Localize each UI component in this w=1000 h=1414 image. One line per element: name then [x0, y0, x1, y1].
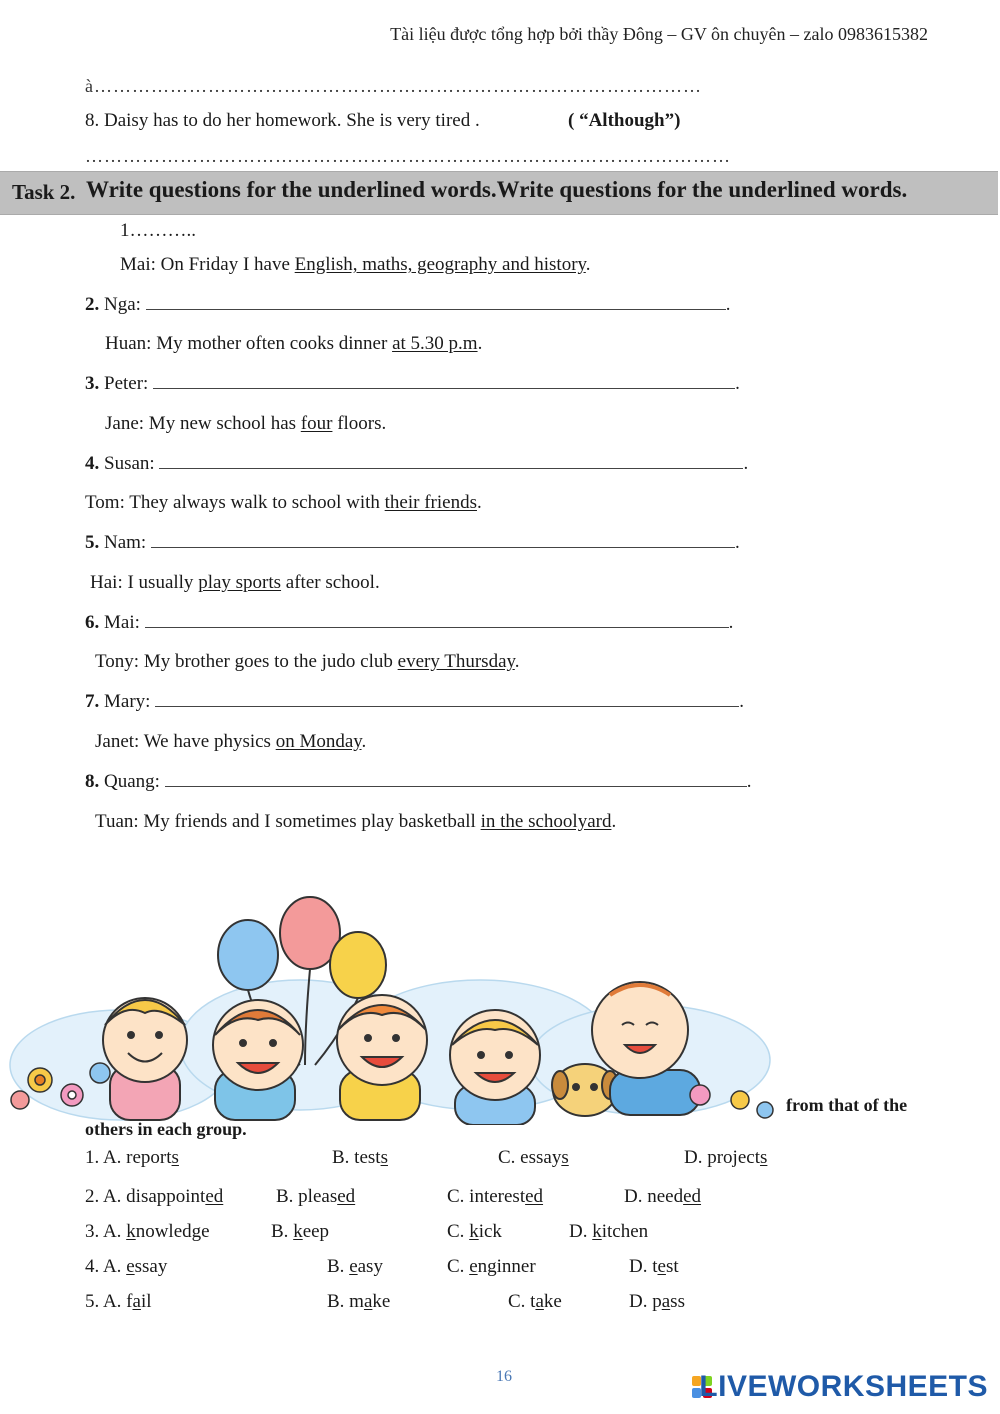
item-number: 4. — [85, 453, 100, 474]
option-3B[interactable]: B. keep — [271, 1221, 330, 1242]
speaker: Nga: — [104, 294, 141, 315]
underlined-words: in the schoolyard — [480, 811, 612, 832]
task-2-header — [0, 171, 998, 215]
answer-line-7[interactable]: à…………………………………………………………………………………… — [85, 76, 702, 96]
item-5-question: 5. Nam: . — [85, 532, 740, 553]
answer-text: My new school has — [148, 413, 301, 434]
answer-text: On Friday I have — [160, 254, 295, 275]
item-1-number[interactable]: 1……….. — [120, 220, 196, 241]
answer-speaker: Janet — [95, 731, 135, 752]
option-2B[interactable]: B. pleased — [276, 1186, 356, 1207]
item-number: 5. — [85, 532, 100, 553]
question-input-2[interactable] — [146, 294, 726, 310]
page-header: Tài liệu được tổng hợp bởi thầy Đông – GV ôn chuyên – zalo 0983615382 — [390, 24, 928, 44]
item-number: 7. — [85, 691, 100, 712]
option-5D[interactable]: D. pass — [629, 1291, 685, 1312]
speaker: Mary: — [104, 691, 151, 712]
option-2D[interactable]: D. needed — [624, 1186, 702, 1207]
question-input-6[interactable] — [145, 612, 729, 628]
option-2A[interactable]: 2. A. disappointed — [85, 1186, 224, 1207]
answer-text: They always walk to school with — [129, 492, 385, 513]
answer-speaker: Hai — [90, 572, 118, 593]
task-2-label: Task 2. — [12, 180, 76, 204]
liveworksheets-brand[interactable]: LIVEWORKSHEETS — [699, 1370, 988, 1403]
underlined-words: at 5.30 p.m — [392, 333, 478, 354]
answer-speaker: Tuan — [95, 811, 134, 832]
kid-girl — [103, 998, 187, 1120]
answer-end: . — [476, 492, 482, 513]
item-6-question: 6. Mai: . — [85, 612, 734, 633]
answer-text: We have physics — [143, 731, 276, 752]
option-4C[interactable]: C. enginner — [447, 1256, 536, 1277]
question-input-4[interactable] — [159, 453, 743, 469]
answer-speaker: Huan — [105, 333, 147, 354]
option-3C[interactable]: C. kick — [447, 1221, 502, 1242]
item-number: 6. — [85, 612, 100, 633]
answer-text: My mother often cooks dinner — [156, 333, 393, 354]
underlined-words: their friends — [384, 492, 477, 513]
kids-balloons-illustration — [0, 895, 790, 1125]
task-2-title: Write questions for the underlined words.Write questions for the underlined words. — [86, 177, 908, 202]
option-5A[interactable]: 5. A. fail — [85, 1291, 152, 1312]
kid-girl-2 — [337, 995, 427, 1120]
answer-speaker: Tony — [95, 651, 134, 672]
option-1C[interactable]: C. essays — [498, 1147, 569, 1168]
answer-end: . — [361, 731, 367, 752]
item-2-answer: Huan: My mother often cooks dinner at 5.30 p.m. — [105, 333, 483, 354]
question-input-8[interactable] — [165, 771, 747, 787]
item-4-answer: Tom: They always walk to school with their friends. — [85, 492, 482, 513]
speaker: Peter: — [104, 373, 149, 394]
option-2C[interactable]: C. interested — [447, 1186, 544, 1207]
dog — [552, 1064, 618, 1116]
item-3-answer: Jane: My new school has four floors. — [105, 413, 387, 434]
item-4-question: 4. Susan: . — [85, 453, 749, 474]
item-5-answer: Hai: I usually play sports after school. — [90, 572, 380, 593]
option-3A[interactable]: 3. A. knowledge — [85, 1221, 210, 1242]
option-3D[interactable]: D. kitchen — [569, 1221, 649, 1242]
answer-end: . — [514, 651, 520, 672]
option-1D[interactable]: D. projects — [684, 1147, 768, 1168]
question-input-3[interactable] — [153, 373, 735, 389]
option-4A[interactable]: 4. A. essay — [85, 1256, 168, 1277]
answer-speaker: Jane — [105, 413, 139, 434]
test-instruction-cont: others in each group. — [85, 1119, 247, 1139]
item-2-question: 2. Nga: . — [85, 294, 731, 315]
speaker: Susan: — [104, 453, 155, 474]
option-5C[interactable]: C. take — [508, 1291, 562, 1312]
answer-speaker: Mai — [120, 254, 151, 275]
answer-text: My friends and I sometimes play basketball — [143, 811, 481, 832]
speaker: Nam: — [104, 532, 147, 553]
underlined-words: four — [300, 413, 333, 434]
underlined-words: play sports — [198, 572, 282, 593]
item-8-answer: Tuan: My friends and I sometimes play basketball in the schoolyard. — [95, 811, 617, 832]
question-input-7[interactable] — [155, 691, 739, 707]
item-6-answer: Tony: My brother goes to the judo club every Thursday. — [95, 651, 520, 672]
item-3-question: 3. Peter: . — [85, 373, 740, 394]
answer-end: . — [477, 333, 483, 354]
option-1B[interactable]: B. tests — [332, 1147, 388, 1168]
underlined-words: every Thursday — [397, 651, 515, 672]
question-8-hint: ( “Although”) — [568, 110, 681, 131]
answer-end: floors. — [332, 413, 387, 434]
option-4D[interactable]: D. test — [629, 1256, 679, 1277]
underlined-words: English, maths, geography and history — [294, 254, 586, 275]
answer-text: My brother goes to the judo club — [143, 651, 398, 672]
answer-end: after school. — [281, 572, 380, 593]
answer-text: I usually — [127, 572, 199, 593]
question-input-5[interactable] — [151, 532, 735, 548]
item-number: 3. — [85, 373, 100, 394]
speaker: Mai: — [104, 612, 140, 633]
page-number: 16 — [496, 1368, 512, 1385]
answer-end: . — [611, 811, 617, 832]
answer-end: . — [585, 254, 591, 275]
option-4B[interactable]: B. easy — [327, 1256, 383, 1277]
item-1-answer: Mai: On Friday I have English, maths, geography and history. — [120, 254, 591, 275]
option-1A[interactable]: 1. A. reports — [85, 1147, 179, 1168]
option-5B[interactable]: B. make — [327, 1291, 391, 1312]
speaker: Quang: — [104, 771, 160, 792]
item-7-question: 7. Mary: . — [85, 691, 744, 712]
item-number: 2. — [85, 294, 100, 315]
item-8-question: 8. Quang: . — [85, 771, 752, 792]
item-number: 8. — [85, 771, 100, 792]
kid-boy-2 — [450, 1010, 540, 1125]
question-8-text: 8. Daisy has to do her homework. She is very tired . — [85, 110, 480, 131]
kid-boy-1 — [213, 1000, 303, 1120]
answer-speaker: Tom — [85, 492, 120, 513]
item-7-answer: Janet: We have physics on Monday. — [95, 731, 367, 752]
test-instruction-partial: from that of the — [786, 1095, 908, 1115]
answer-line-8[interactable]: ………………………………………………………………………………………… — [85, 146, 731, 166]
underlined-words: on Monday — [275, 731, 362, 752]
